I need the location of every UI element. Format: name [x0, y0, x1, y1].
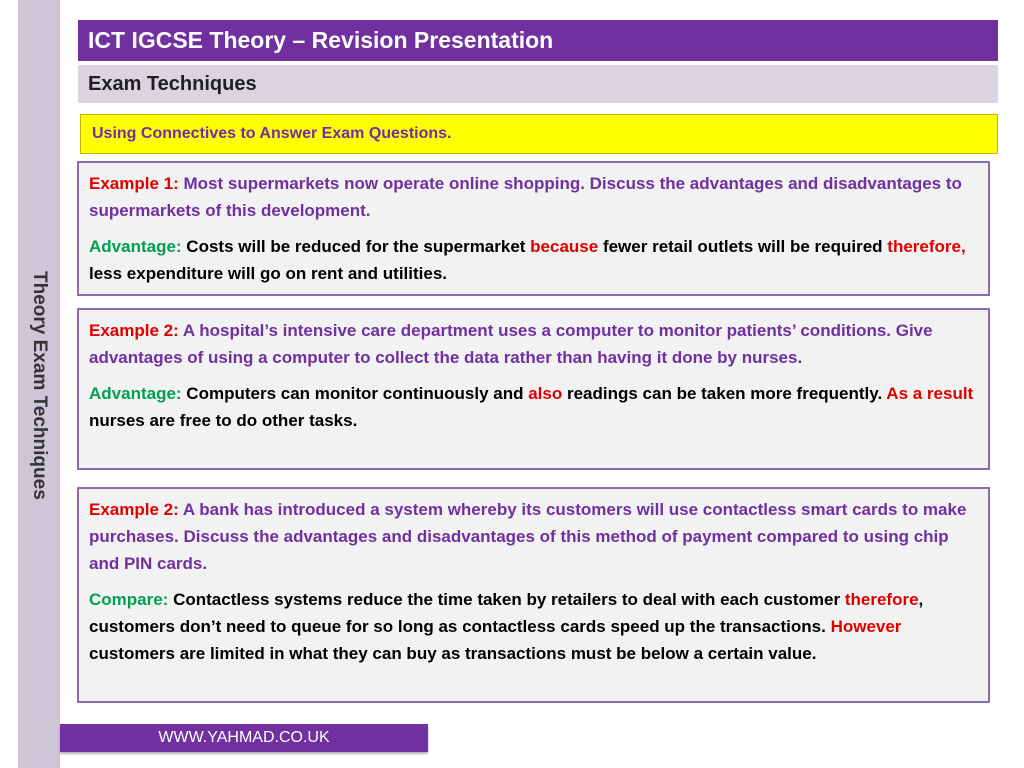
example-label: Example 2: [89, 500, 179, 519]
example-answer [89, 380, 978, 434]
connective: because [530, 237, 599, 256]
answer-text: less expenditure will go on rent and utilities. [89, 264, 448, 283]
topic-highlight: Using Connectives to Answer Exam Questions. [80, 114, 998, 154]
answer-text: Contactless systems reduce the time taken by retailers to deal with each customer [168, 590, 845, 609]
answer-label: Advantage: [89, 237, 182, 256]
answer-text: Costs will be reduced for the supermarket [181, 237, 531, 256]
example-question [89, 317, 978, 371]
sidebar-label: Theory Exam Techniques [29, 270, 50, 500]
answer-label: Compare: [89, 590, 169, 609]
connective: As a result [886, 384, 974, 403]
footer-website-link[interactable]: WWW.YAHMAD.CO.UK [60, 724, 428, 752]
example-box-2 [77, 308, 990, 470]
example-question [89, 170, 978, 224]
question-text: A hospital’s intensive care department uses a computer to monitor patients’ conditions. Give advantages of using a computer to collect the data rather than having it done by nurses. [89, 321, 933, 367]
answer-text: readings can be taken more frequently. [562, 384, 887, 403]
example-box-1 [77, 161, 990, 296]
answer-text: customers are limited in what they can buy as transactions must be below a certain value. [89, 644, 817, 663]
slide-subtitle: Exam Techniques [78, 65, 998, 103]
answer-text: Computers can monitor continuously and [181, 384, 529, 403]
example-answer [89, 586, 978, 667]
answer-text: nurses are free to do other tasks. [89, 411, 358, 430]
question-text: Most supermarkets now operate online shopping. Discuss the advantages and disadvantages to supermarkets of this development. [89, 174, 962, 220]
example-label: Example 2: [89, 321, 179, 340]
connective: therefore [844, 590, 919, 609]
answer-text: , customers don’t need to queue for so long as contactless cards speed up the transactions. [89, 590, 924, 636]
connective: However [830, 617, 902, 636]
slide-title: ICT IGCSE Theory – Revision Presentation [78, 20, 998, 61]
example-answer [89, 233, 978, 287]
answer-label: Advantage: [89, 384, 182, 403]
connective: also [528, 384, 563, 403]
example-box-3 [77, 487, 990, 703]
example-label: Example 1: [89, 174, 179, 193]
connective: therefore, [887, 237, 966, 256]
question-text: A bank has introduced a system whereby its customers will use contactless smart cards to make purchases. Discuss the advantages and disadvantages of this method of payment compared to using chip and PIN cards. [89, 500, 967, 573]
answer-text: fewer retail outlets will be required [598, 237, 888, 256]
example-question [89, 496, 978, 577]
